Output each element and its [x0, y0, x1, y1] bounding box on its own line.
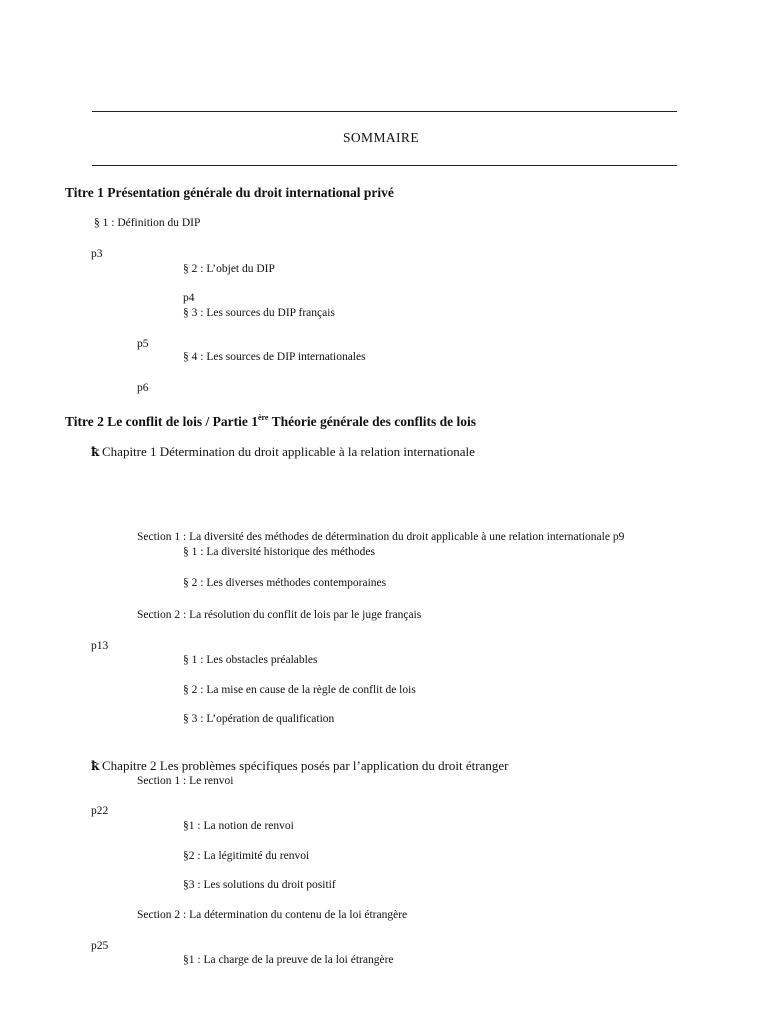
page-ref-p13: p13: [91, 640, 109, 652]
titre-2-heading: Titre 2 Le conflit de lois / Partie 1ère Théorie générale des conflits de lois: [65, 413, 476, 429]
ch1-s2-para-2: § 2 : La mise en cause de la règle de conflit de lois: [183, 684, 416, 696]
chapter-1-heading: ꝁ Chapitre 1 Détermination du droit applicable à la relation internationale: [91, 444, 475, 459]
ch1-s2-para-1: § 1 : Les obstacles préalables: [183, 654, 318, 666]
page-ref-p4: p4: [183, 292, 195, 304]
page-ref-p5: p5: [137, 338, 149, 350]
ch2-s1-para-2: §2 : La légitimité du renvoi: [183, 850, 310, 862]
ch1-s2-para-3: § 3 : L’opération de qualification: [183, 713, 335, 725]
top-rule: [92, 111, 677, 112]
ch2-s1-para-1: §1 : La notion de renvoi: [183, 820, 294, 832]
t1-section-4: § 4 : Les sources de DIP internationales: [183, 351, 366, 363]
ch1-s1-para-2: § 2 : Les diverses méthodes contemporaines: [183, 577, 387, 589]
t1-section-1: § 1 : Définition du DIP: [94, 217, 201, 229]
bottom-rule: [92, 165, 677, 166]
chapter-bullet-icon: ꝁ: [91, 445, 100, 459]
page-ref-p3: p3: [91, 248, 103, 260]
titre-1-heading: Titre 1 Présentation générale du droit international privé: [65, 185, 394, 200]
page-ref-p6: p6: [137, 382, 149, 394]
ch1-section-2: Section 2 : La résolution du conflit de lois par le juge français: [137, 609, 422, 621]
ch1-s1-para-1: § 1 : La diversité historique des méthodes: [183, 546, 375, 558]
ch2-s2-para-1: §1 : La charge de la preuve de la loi étrangère: [183, 954, 394, 966]
ch2-s1-para-3: §3 : Les solutions du droit positif: [183, 879, 336, 891]
ch2-section-1: Section 1 : Le renvoi: [137, 775, 234, 787]
superscript: ère: [257, 413, 269, 422]
t1-section-3: § 3 : Les sources du DIP français: [183, 307, 335, 319]
page-ref-p22: p22: [91, 805, 109, 817]
page-ref-p25: p25: [91, 940, 109, 952]
page-title: SOMMAIRE: [343, 130, 419, 145]
t1-section-2: § 2 : L’objet du DIP: [183, 263, 275, 275]
chapter-2-heading: ꝁ Chapitre 2 Les problèmes spécifiques posés par l’application du droit étranger: [91, 758, 509, 773]
ch2-section-2: Section 2 : La détermination du contenu de la loi étrangère: [137, 909, 408, 921]
chapter-bullet-icon: ꝁ: [91, 759, 100, 773]
ch1-section-1: Section 1 : La diversité des méthodes de détermination du droit applicable à une relation internationale p9: [137, 531, 625, 543]
